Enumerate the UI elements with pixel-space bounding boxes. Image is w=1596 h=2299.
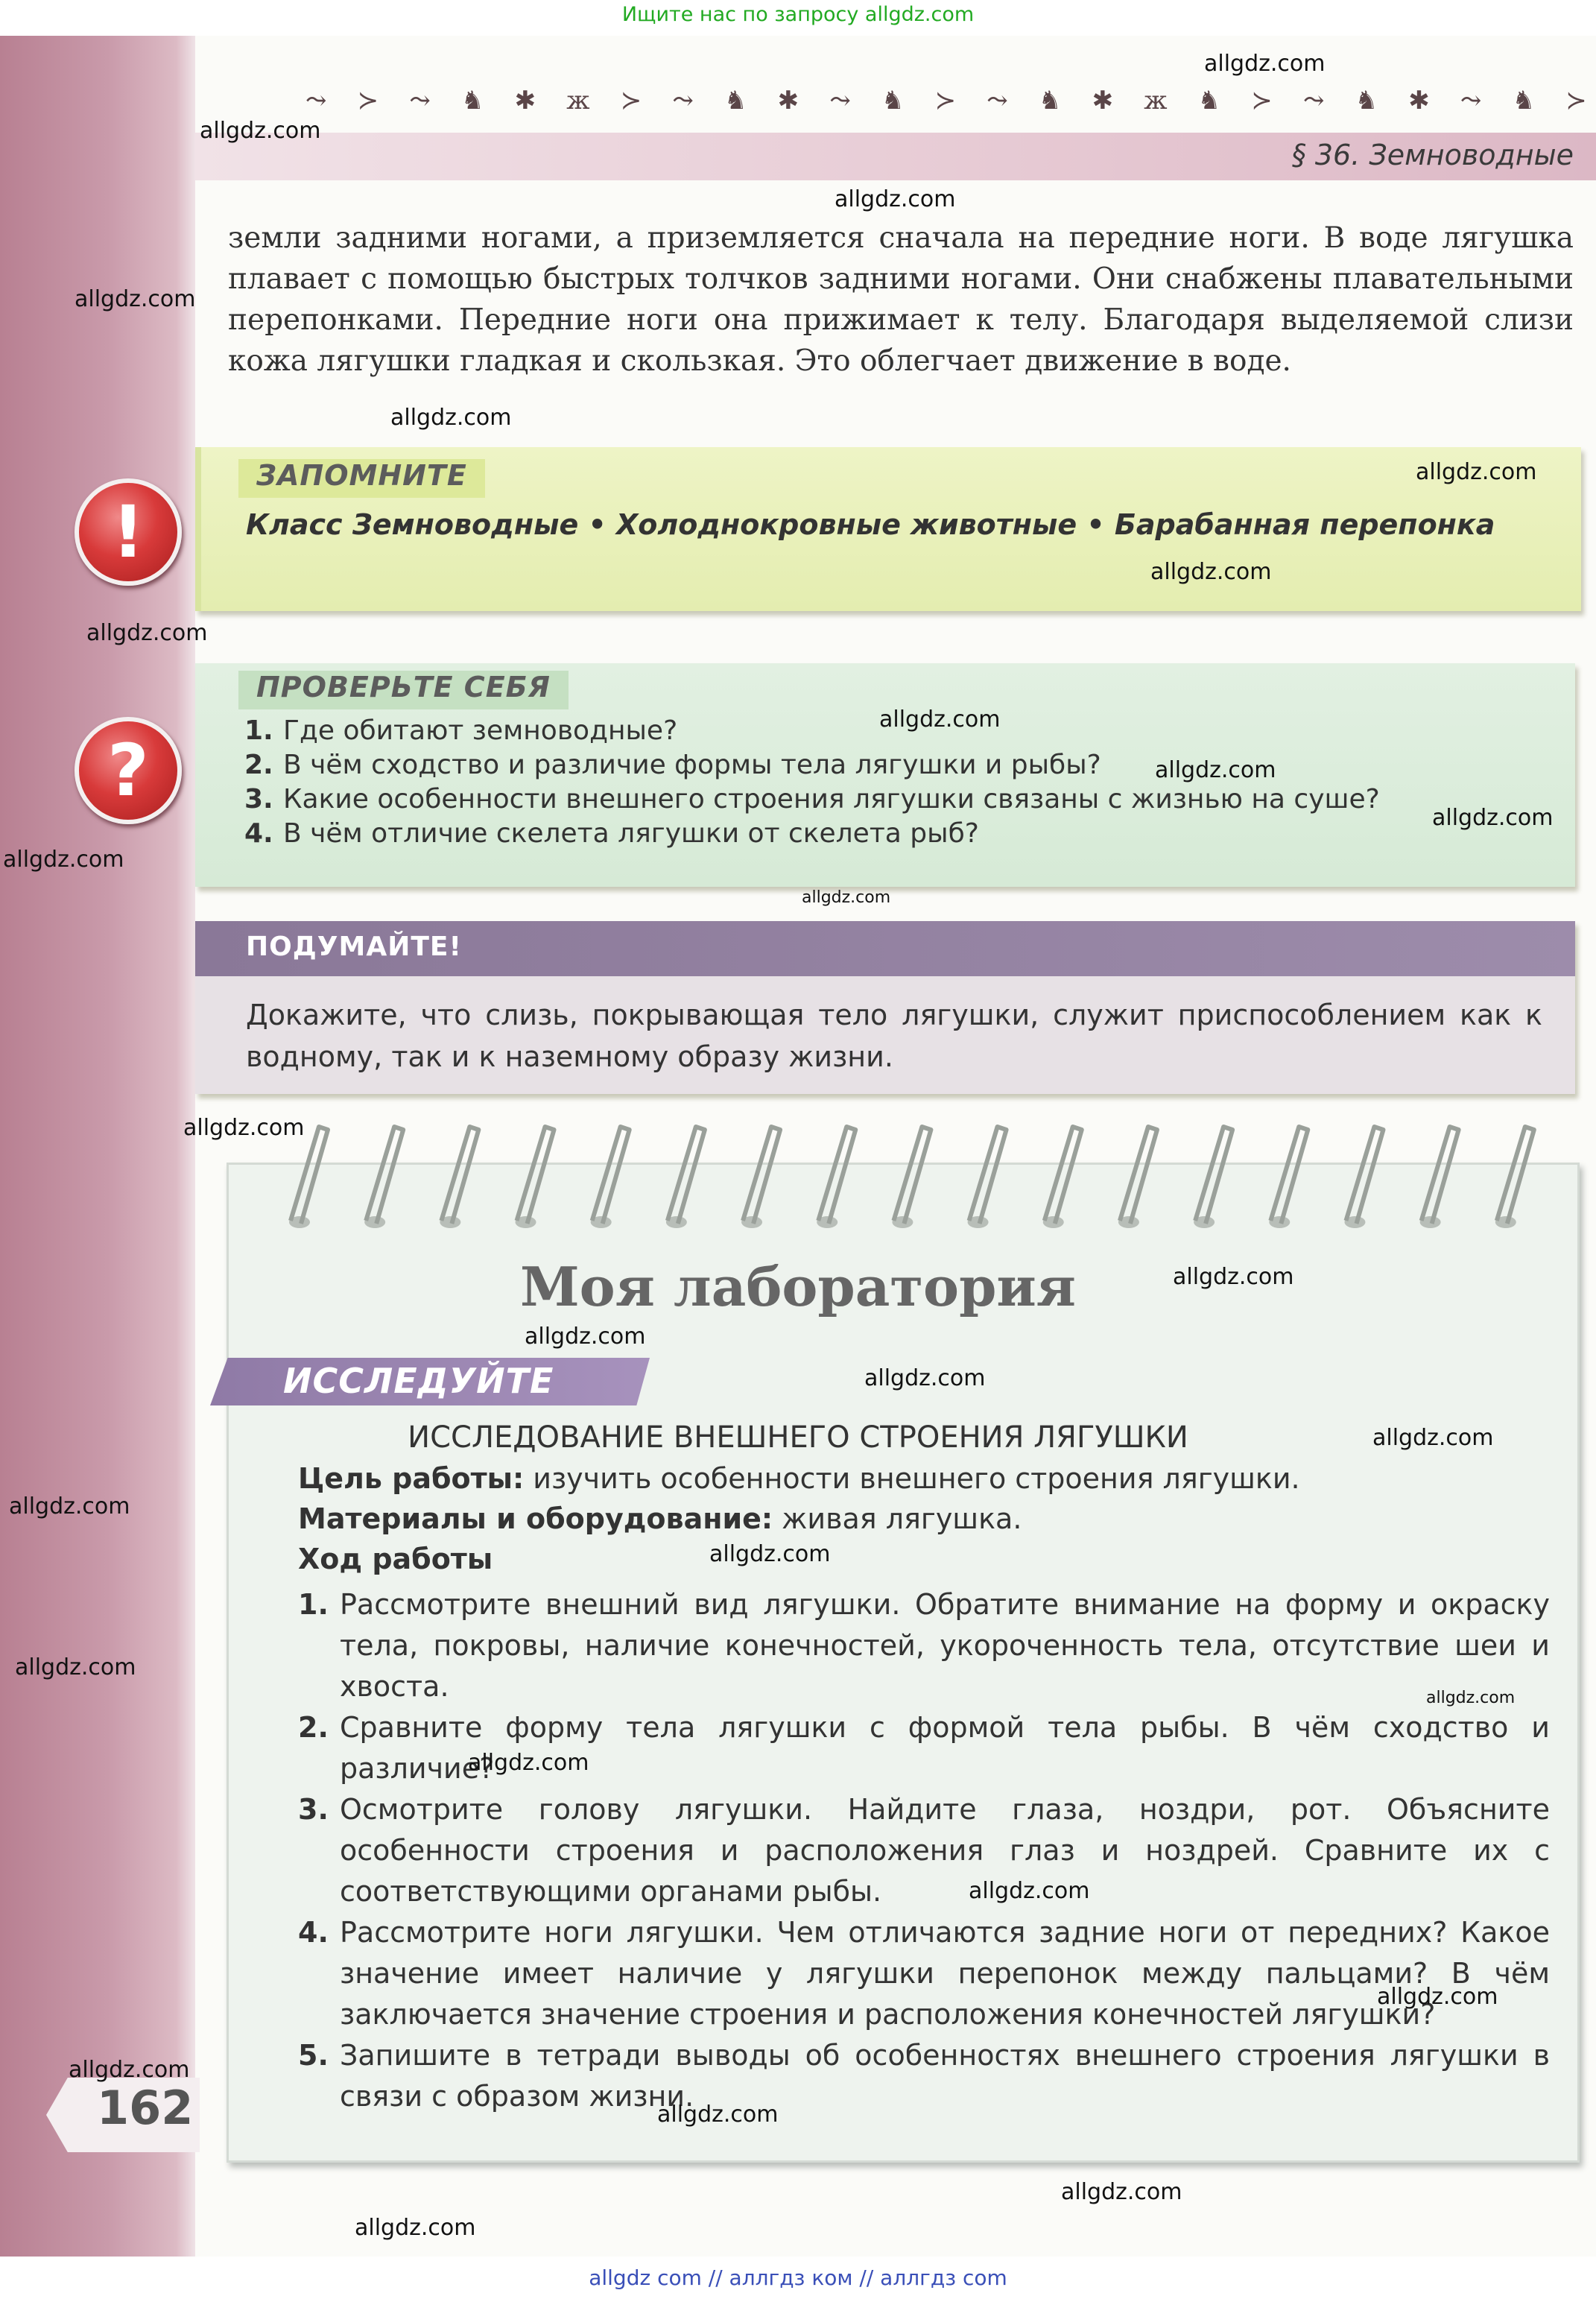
watermark[interactable]: allgdz.com — [468, 1750, 589, 1776]
lab-step-text: Сравните форму тела лягушки с формой тела рыбы. В чём сходство и различие? — [340, 1711, 1550, 1785]
watermark[interactable]: allgdz.com — [355, 2215, 476, 2241]
check-question-number: 3. — [244, 784, 273, 815]
watermark[interactable]: allgdz.com — [969, 1878, 1090, 1904]
question-mark-icon: ? — [75, 717, 182, 824]
mammal-icon: ♞ — [1197, 86, 1221, 116]
notebook-spiral-binding — [276, 1118, 1557, 1230]
lab-step — [298, 1912, 1550, 2035]
watermark[interactable]: allgdz.com — [15, 1654, 136, 1680]
watermark[interactable]: allgdz.com — [879, 706, 1001, 733]
mammal-icon: ♞ — [1355, 86, 1378, 116]
lab-step-number: 3. — [298, 1793, 329, 1826]
butterfly-icon: ж — [566, 86, 590, 116]
check-question — [244, 817, 1556, 851]
insect-icon: ✱ — [1408, 86, 1430, 116]
watermark[interactable]: allgdz.com — [1372, 1425, 1494, 1451]
watermark[interactable]: allgdz.com — [525, 1324, 646, 1350]
watermark[interactable]: allgdz.com — [1150, 559, 1272, 585]
body-paragraph: земли задними ногами, а приземляется сначала на передние ноги. В воде лягушка плавает с помощью быстрых толчков задними ногами. Они снабжены плавательными перепонками. Передние ноги она прижимает к телу. Благодаря выделяемой слизи кожа лягушки гладкая и скользкая. Это облегчает движение в воде. — [228, 221, 1574, 378]
lab-step-number: 5. — [298, 2039, 329, 2072]
page-number: 162 — [97, 2081, 194, 2135]
check-question — [244, 748, 1556, 782]
mammal-icon: ♞ — [1038, 86, 1062, 116]
watermark[interactable]: allgdz.com — [1416, 459, 1537, 485]
watermark[interactable]: allgdz.com — [709, 1541, 831, 1567]
fish-icon: ≻ — [357, 86, 379, 116]
lab-goal-text: изучить особенности внешнего строения лягушки. — [533, 1462, 1300, 1495]
spiral-ring — [1270, 1127, 1308, 1224]
lab-step — [298, 1789, 1550, 1912]
lab-goal — [298, 1462, 1300, 1495]
remember-terms: Класс Земноводные • Холоднокровные животные • Барабанная перепонка — [246, 508, 1495, 541]
bird-icon: ⤳ — [829, 86, 851, 116]
watermark[interactable]: allgdz.com — [1426, 1689, 1516, 1707]
bird-icon: ⤳ — [1302, 86, 1325, 116]
lab-step-number: 2. — [298, 1711, 329, 1744]
fish-icon: ≻ — [620, 86, 642, 116]
spiral-ring — [291, 1127, 328, 1224]
lab-heading: ИССЛЕДОВАНИЕ ВНЕШНЕГО СТРОЕНИЯ ЛЯГУШКИ — [408, 1420, 1188, 1455]
lab-procedure-label: Ход работы — [298, 1543, 493, 1575]
watermark[interactable]: allgdz.com — [200, 118, 321, 144]
fish-icon: ≻ — [1565, 86, 1587, 116]
spiral-ring — [1195, 1127, 1232, 1224]
watermark[interactable]: allgdz.com — [1204, 51, 1326, 77]
spiral-ring — [366, 1127, 403, 1224]
section-title: § 36. Земноводные — [1291, 139, 1574, 171]
bird-icon: ⤳ — [409, 86, 431, 116]
think-title: ПОДУМАЙТЕ! — [246, 932, 462, 962]
spiral-ring — [743, 1127, 780, 1224]
watermark[interactable]: allgdz.com — [657, 2102, 779, 2128]
bird-icon: ⤳ — [1460, 86, 1482, 116]
check-question-number: 1. — [244, 715, 273, 746]
watermark[interactable]: allgdz.com — [390, 405, 512, 431]
spiral-ring — [1346, 1127, 1383, 1224]
lab-goal-label: Цель работы: — [298, 1462, 525, 1495]
spiral-ring — [818, 1127, 855, 1224]
lab-step-number: 1. — [298, 1588, 329, 1621]
lab-materials-text: живая лягушка. — [782, 1502, 1022, 1535]
watermark[interactable]: allgdz.com — [1432, 805, 1554, 831]
watermark[interactable]: allgdz.com — [1061, 2179, 1182, 2205]
lab-step-text: Рассмотрите внешний вид лягушки. Обратите внимание на форму и окраску тела, покровы, наличие конечностей, укороченность тела, отсутствие шеи и хвоста. — [340, 1588, 1550, 1703]
lab-step — [298, 1584, 1550, 1707]
spiral-ring — [893, 1127, 931, 1224]
animal-silhouette-strip — [305, 82, 1587, 119]
left-margin-strip — [0, 36, 195, 2257]
watermark[interactable]: allgdz.com — [3, 847, 124, 873]
check-question — [244, 782, 1556, 817]
watermark[interactable]: allgdz.com — [69, 2057, 190, 2083]
check-question-number: 4. — [244, 818, 273, 849]
lab-materials — [298, 1502, 1022, 1535]
lab-step-text: Рассмотрите ноги лягушки. Чем отличаются задние ноги от передних? Какое значение имеет наличие у лягушки перепонок между пальцами? В чём заключается значение строения и расположения конечностей лягушки? — [340, 1916, 1550, 2031]
bird-icon: ⤳ — [305, 86, 327, 116]
lab-steps-list — [298, 1584, 1550, 2117]
insect-icon: ✱ — [1092, 86, 1114, 116]
watermark[interactable]: allgdz.com — [802, 888, 891, 907]
spiral-ring — [668, 1127, 705, 1224]
mammal-icon: ♞ — [460, 86, 484, 116]
check-question-text: В чём сходство и различие формы тела лягушки и рыбы? — [283, 750, 1101, 780]
watermark[interactable]: allgdz.com — [86, 620, 208, 646]
lab-step-text: Запишите в тетради выводы об особенностях внешнего строения лягушки в связи с образом жизни. — [340, 2039, 1550, 2113]
bird-icon: ⤳ — [987, 86, 1008, 116]
mammal-icon: ♞ — [881, 86, 905, 116]
spiral-ring — [1120, 1127, 1157, 1224]
lab-title: Моя лаборатория — [519, 1255, 1076, 1318]
spiral-ring — [1422, 1127, 1459, 1224]
fish-icon: ≻ — [934, 86, 957, 116]
fish-icon: ≻ — [1251, 86, 1273, 116]
lab-step-text: Осмотрите голову лягушки. Найдите глаза, ноздри, рот. Объясните особенности строения и расположения глаз и ноздрей. Сравните их с соответствующими органами рыбы. — [340, 1793, 1550, 1908]
bird-icon: ⤳ — [672, 86, 694, 116]
check-question-text: Какие особенности внешнего строения лягушки связаны с жизнью на суше? — [283, 784, 1380, 815]
lab-materials-label: Материалы и оборудование: — [298, 1502, 773, 1535]
butterfly-icon: ж — [1144, 86, 1168, 116]
check-yourself-questions — [244, 714, 1556, 851]
lab-step — [298, 1707, 1550, 1789]
top-banner[interactable]: Ищите нас по запросу allgdz.com — [621, 3, 975, 26]
mammal-icon: ♞ — [1512, 86, 1536, 116]
check-question-number: 2. — [244, 750, 273, 780]
spiral-ring — [441, 1127, 478, 1224]
exclamation-icon: ! — [75, 478, 182, 586]
mammal-icon: ♞ — [724, 86, 747, 116]
think-text: Докажите, что слизь, покрывающая тело лягушки, служит приспособлением как к водному, так и к наземному образу жизни. — [246, 999, 1542, 1073]
watermark[interactable]: allgdz.com — [9, 1493, 130, 1520]
insect-icon: ✱ — [514, 86, 536, 116]
watermark[interactable]: allgdz.com — [1155, 757, 1276, 783]
bottom-banner[interactable]: allgdz com // аллгдз ком // аллгдз com — [589, 2265, 1007, 2290]
spiral-ring — [1045, 1127, 1082, 1224]
check-question-text: В чём отличие скелета лягушки от скелета рыб? — [283, 818, 979, 849]
spiral-ring — [517, 1127, 554, 1224]
lab-step-number: 4. — [298, 1916, 329, 1949]
spiral-ring — [1497, 1127, 1534, 1224]
watermark[interactable]: allgdz.com — [183, 1115, 305, 1141]
watermark[interactable]: allgdz.com — [1173, 1264, 1294, 1290]
check-question-text: Где обитают земноводные? — [283, 715, 678, 746]
spiral-ring — [592, 1127, 630, 1224]
lab-step — [298, 2035, 1550, 2117]
watermark[interactable]: allgdz.com — [75, 286, 196, 312]
watermark[interactable]: allgdz.com — [1377, 1984, 1498, 2010]
watermark[interactable]: allgdz.com — [835, 186, 956, 212]
investigate-label: ИССЛЕДУЙТЕ — [283, 1361, 554, 1401]
insect-icon: ✱ — [777, 86, 799, 116]
remember-title: ЗАПОМНИТЕ — [238, 459, 485, 498]
check-yourself-title: ПРОВЕРЬТЕ СЕБЯ — [238, 671, 569, 709]
spiral-ring — [969, 1127, 1007, 1224]
watermark[interactable]: allgdz.com — [864, 1365, 986, 1391]
